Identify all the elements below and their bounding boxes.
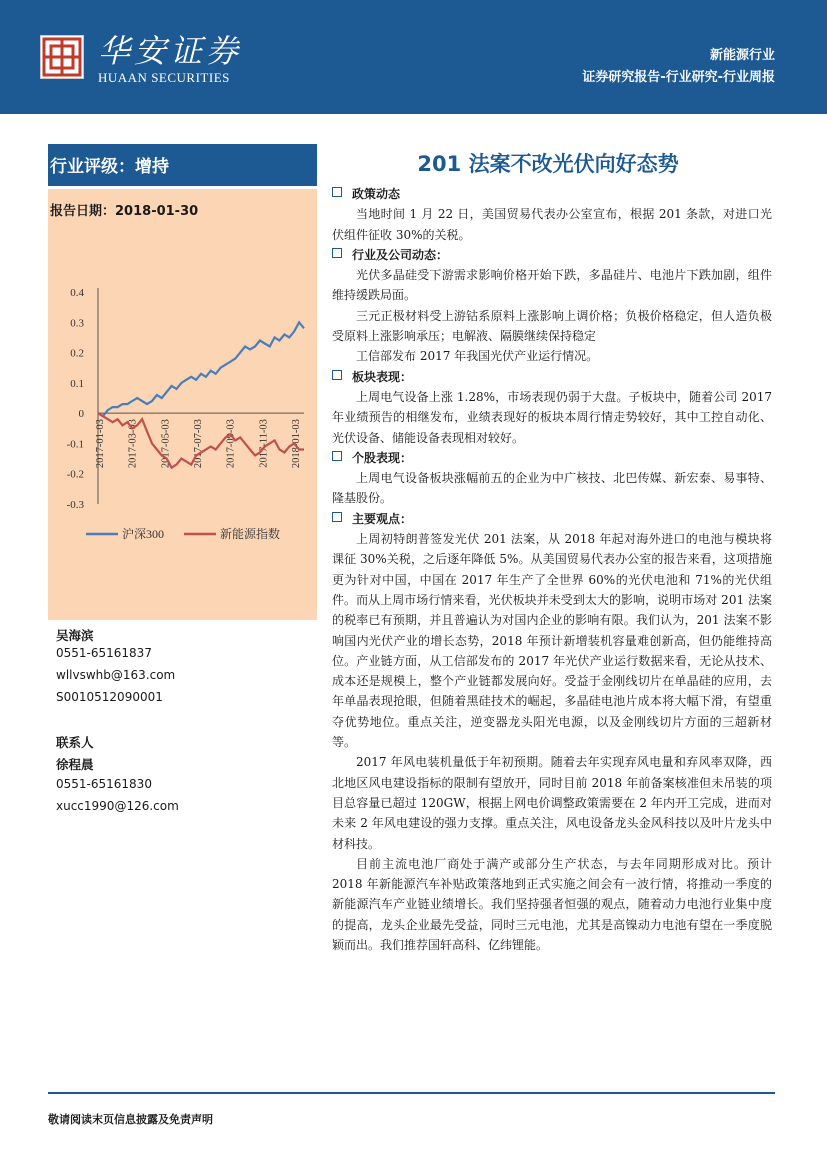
y-tick-label: 0 (78, 408, 84, 421)
report-date (50, 200, 198, 219)
y-tick-label: 0.3 (70, 317, 84, 330)
y-tick-label: -0.1 (66, 438, 84, 451)
paragraph: 光伏多晶硅受下游需求影响价格开始下跌，多晶硅片、电池片下跌加剧，组件维持缓跌局面。 (332, 268, 772, 303)
paragraph: 目前主流电池厂商处于满产或部分生产状态，与去年同期形成对比。预计 2018 年新能源汽车补贴政策落地到正式实施之间会有一波行情，将推动一季度的新能源汽车产业链业绩增长。我们坚持强者恒强的观点，随着动力电池行业集中度的提高，龙头企业最先受益，同时三元电池，尤其是高镍动力电池有望在一季度脱颖而出。我们推荐国轩高科、亿纬锂能。 (332, 856, 772, 952)
checkbox-bullet-icon (332, 248, 342, 258)
paragraph: 当地时间 1 月 22 日，美国贸易代表办公室宣布，根据 201 条款，对进口光伏组件征收 30%的关税。 (332, 207, 772, 242)
x-tick-label: 2018-01-03 (291, 419, 302, 469)
x-tick-label: 2017-09-03 (225, 419, 237, 469)
logo-english: HUAAN SECURITIES (98, 70, 230, 85)
paragraph: 工信部发布 2017 年我国光伏产业运行情况。 (356, 349, 599, 364)
legend-label: 沪深300 (122, 527, 165, 541)
legend-label: 新能源指数 (220, 527, 281, 541)
company-logo-icon (40, 35, 84, 79)
section-heading (332, 367, 772, 387)
checkbox-bullet-icon (332, 370, 342, 380)
y-tick-label: -0.3 (66, 499, 84, 511)
paragraph: 三元正极材料受上游钴系原料上涨影响上调价格；负极价格稳定，但人造负极受原料上涨影响承压；电解液、隔膜继续保持稳定 (332, 308, 772, 344)
analyst-phone: 0551-65161837 (56, 646, 152, 660)
x-tick-label: 2017-03-03 (127, 419, 139, 469)
section-heading-text: 政策动态 (352, 187, 401, 201)
industry-rating: 行业评级：增持 (50, 157, 169, 177)
y-tick-label: 0.1 (70, 377, 84, 390)
section-heading (332, 509, 772, 529)
footer-disclaimer: 敬请阅读末页信息披露及免责声明 (48, 1113, 213, 1126)
section-heading-text: 主要观点： (352, 511, 413, 526)
checkbox-bullet-icon (332, 512, 342, 522)
contact-email[interactable]: xucc1990@126.com (56, 799, 179, 813)
section-heading-text: 个股表现： (352, 450, 413, 465)
report-type-label: 证券研究报告-行业研究-行业周报 (582, 70, 775, 85)
checkbox-bullet-icon (332, 187, 342, 197)
y-tick-label: 0.4 (70, 287, 84, 299)
paragraph: 2017 年风电装机量低于年初预期。随着去年实现弃风电量和弃风率双降，西北地区风电建设指标的限制有望放开，同时目前 2018 年前备案核准但未吊装的项目总容量已超过 120GW，根据上网电价调整政策需要在 2 年内开工完成，进而对未来 2 年风电建设的强力支撑。重点关注，风电设备龙头金风科技以及叶片龙头中材科技。 (332, 755, 772, 851)
contact-label: 联系人 (56, 735, 94, 750)
x-tick-label: 2017-07-03 (193, 419, 204, 469)
x-tick-label: 2017-01-03 (95, 419, 106, 469)
report-date-label: 报告日期： (50, 204, 116, 219)
section-heading (332, 448, 772, 468)
contact-phone: 0551-65161830 (56, 777, 152, 791)
report-date-value: 2018-01-30 (115, 204, 199, 219)
section-heading (332, 184, 772, 204)
report-title: 201 法案不改光伏向好态势 (417, 152, 679, 176)
section-heading (332, 245, 772, 265)
contact-name: 徐程晨 (56, 757, 94, 772)
main-content (332, 184, 772, 955)
checkbox-bullet-icon (332, 451, 342, 461)
analyst-email[interactable]: wllvswhb@163.com (56, 668, 176, 682)
paragraph: 上周电气设备板块涨幅前五的企业为中广核技、北巴传媒、新宏泰、易事特、隆基股份。 (332, 471, 772, 506)
y-tick-label: -0.2 (66, 468, 84, 481)
y-tick-label: 0.2 (70, 347, 84, 360)
paragraph: 上周初特朗普签发光伏 201 法案，从 2018 年起对海外进口的电池与模块将课征 30%关税，之后逐年降低 5%。从美国贸易代表办公室的报告来看，这项措施更为针对中国，中国在 2017 年生产了全世界 60%的光伏电池和 71%的光伏组件。而从上周市场行情来看，光伏板块并未受到太大的影响，说明市场对 201 法案的税率已有预期，并且普遍认为对国内企业的影响有限。我们认为，201 法案不影响国内光伏产业的增长态势，2018 年预计新增装机容量难创新高，但仍能维持高位。产业链方面，从工信部发布的 2017 年光伏产业运行数据来看，无论从技术、成本还是规模上，整个产业链都发展向好。受益于金刚线切片在单晶硅的应用，去年单晶表现抢眼，但随着黑硅技术的崛起，多晶硅电池片成本将大幅下滑，有望重夺优势地位。重点关注，逆变器龙头阳光电源，以及金刚线切片方面的三超新材等。 (332, 532, 772, 750)
series-line-0 (98, 322, 304, 416)
x-tick-label: 2017-05-03 (160, 419, 172, 469)
x-tick-label: 2017-11-03 (258, 419, 270, 468)
analyst-cert: S0010512090001 (56, 690, 163, 704)
analyst-name: 吴海滨 (56, 628, 94, 643)
section-heading-text: 行业及公司动态： (352, 247, 449, 262)
header-band (0, 0, 827, 114)
performance-chart (52, 278, 312, 568)
logo-chinese: 华安证券 (98, 32, 243, 70)
sector-label: 新能源行业 (709, 48, 775, 63)
section-heading-text: 板块表现： (352, 369, 413, 384)
footer-divider (48, 1092, 775, 1094)
paragraph: 上周电气设备上涨 1.28%，市场表现仍弱于大盘。子板块中，随着公司 2017 年业绩预告的相继发布，业绩表现好的板块本周行情走势较好，其中工控自动化、光伏设备、储能设备表现相对较好。 (332, 389, 772, 445)
